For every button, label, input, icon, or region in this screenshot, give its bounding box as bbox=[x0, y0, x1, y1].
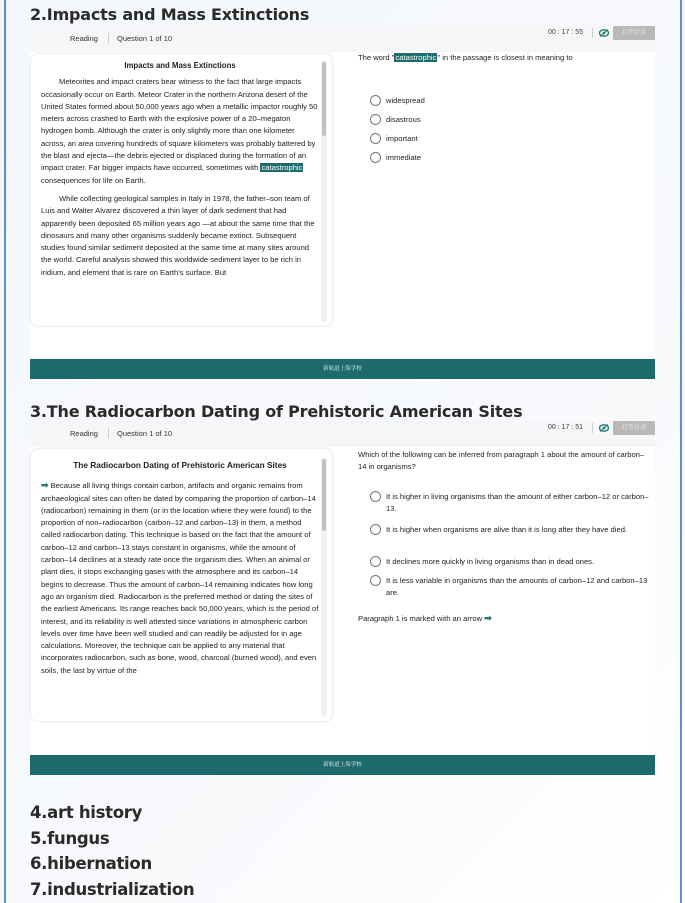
section-title: 3.The Radiocarbon Dating of Prehistoric American Sites bbox=[30, 402, 523, 421]
topic-item: 6.hibernation bbox=[30, 854, 152, 873]
answer-option[interactable]: disastrous bbox=[370, 114, 570, 126]
radio-button[interactable] bbox=[370, 133, 381, 144]
radio-button[interactable] bbox=[370, 491, 381, 502]
topic-list bbox=[30, 800, 194, 902]
open-toc-button[interactable]: 打开目录 bbox=[613, 26, 655, 40]
arrow-icon: ➡ bbox=[484, 613, 492, 623]
passage-title: The Radiocarbon Dating of Prehistoric American Sites bbox=[73, 460, 287, 470]
window-border-left bbox=[4, 0, 6, 903]
radio-button[interactable] bbox=[370, 524, 381, 535]
reading-label: Reading bbox=[70, 34, 98, 43]
radio-button[interactable] bbox=[370, 95, 381, 106]
scrollbar-thumb[interactable] bbox=[322, 459, 326, 531]
paragraph-note: Paragraph 1 is marked with an arrow ➡ bbox=[358, 613, 492, 623]
radio-button[interactable] bbox=[370, 556, 381, 567]
question-counter: Question 1 of 10 bbox=[117, 429, 173, 438]
radio-button[interactable] bbox=[370, 152, 381, 163]
toolbar bbox=[30, 421, 655, 447]
passage-title: Impacts and Mass Extinctions bbox=[124, 61, 236, 70]
topic-item: 5.fungus bbox=[30, 828, 110, 848]
answer-option[interactable]: It is higher when organisms are alive than it is long after they have died. bbox=[370, 524, 655, 548]
toefl-screen-impacts bbox=[30, 26, 655, 379]
answer-option[interactable]: It is higher in living organisms than the amount of either carbon–12 or carbon–13. bbox=[370, 491, 655, 515]
topic-item: 7.industrialization bbox=[30, 879, 195, 899]
answer-option[interactable]: immediate bbox=[370, 152, 570, 164]
divider bbox=[108, 428, 109, 438]
answer-option[interactable]: widespread bbox=[370, 95, 570, 107]
topic-item: 4.art history bbox=[30, 803, 143, 822]
toolbar bbox=[30, 26, 655, 52]
radio-button[interactable] bbox=[370, 114, 381, 125]
answer-option[interactable]: It declines more quickly in living organisms than in dead ones. bbox=[370, 556, 655, 568]
timer: 00 : 17 : 51 bbox=[547, 424, 583, 431]
passage-paragraph: Meteorites and impact craters bear witness to the fact that large impacts occasionally occur on Earth. Meteor Crater in the northern Arizona desert of the United States formed about 50,000 years ago when a metallic impactor roughly 50 meters across crashed to Earth with the explosive power of a 20–megaton hydrogen bomb. Although the crater is only slightly more than one kilometer across, an area covering hundreds of square kilometers was probably battered by the blast and ejecta—the debris ejected or displaced during the formation of an impact crater. Far bigger impacts have occurred, sometimes with catastrophic consequences for life on Earth. bbox=[41, 77, 318, 185]
toefl-screen-radiocarbon bbox=[30, 421, 655, 774]
radio-button[interactable] bbox=[370, 575, 381, 586]
question-prompt: The word "catastrophic" in the passage is closest in meaning to bbox=[358, 53, 573, 62]
divider bbox=[592, 28, 593, 38]
question-counter: Question 1 of 10 bbox=[117, 34, 173, 43]
answer-option[interactable]: important bbox=[370, 133, 570, 145]
footer-bar: 新航道上海学校 bbox=[30, 359, 655, 379]
question-prompt: Which of the following can be inferred from paragraph 1 about the amount of carbon–14 in organisms? bbox=[358, 450, 645, 471]
divider bbox=[108, 33, 109, 43]
passage-panel bbox=[30, 448, 333, 722]
scrollbar-thumb[interactable] bbox=[322, 62, 326, 136]
paragraph-arrow-icon: ➡ bbox=[41, 480, 49, 491]
passage-paragraph: ➡ Because all living things contain carbon, artifacts and organic remains from archaeological sites can often be dated by comparing the proportion of carbon–14 (radiocarbon) remaining in them (or in the location where they were found) to the proportion of non–radiocarbon (carbon–12 and carbon–13) in them, a method called radiocarbon dating. This technique is based on the fact that the amount of carbon–12 and carbon–13 stays constant in organisms, while the amount of carbon–14 declines at a steady rate once the organism dies. When an animal or plant dies, it stops exchanging gases with the atmosphere and its carbon–14 begins to decrease. Thus the amount of carbon–14 remaining indicates how long ago an organism died. Radiocarbon is the preferred method or dating the sites of the earliest Americans. Its range reaches back 50,000 years, which is the period of interest, and its reliability is well attested since variations in atmospheric carbon levels over time have been well studied and can readily be adjusted for in age calculations. Moreover, the technique can be applied to any material that incorporates radiocarbon, such as bone, wood, charcoal (burned wood), and even soils, the last by virtue of the bbox=[41, 480, 319, 675]
passage-paragraph: While collecting geological samples in Italy in 1978, the father–son team of Luis and Walter Alvarez discovered a thin layer of dark sediment that had apparently been deposited 65 million years ago —at about the same time that the dinosaurs and many other organisms suddenly became extinct. Subsequent studies found similar sediment deposited at the same time at many sites around the world. Careful analysis showed this worldwide sediment layer to be rich in iridium, and element that is rare on Earth’s surface. But bbox=[41, 193, 315, 277]
open-toc-button[interactable]: 打开目录 bbox=[613, 421, 655, 435]
answer-option[interactable]: It is less variable in organisms than the amounts of carbon–12 and carbon–13 are. bbox=[370, 575, 655, 599]
passage-panel bbox=[30, 53, 333, 327]
window-border-right bbox=[680, 0, 682, 903]
highlighted-word: catastrophic bbox=[395, 53, 437, 62]
divider bbox=[592, 423, 593, 433]
reading-label: Reading bbox=[70, 429, 98, 438]
timer: 00 : 17 : 55 bbox=[547, 29, 583, 36]
section-title: 2.Impacts and Mass Extinctions bbox=[30, 5, 310, 24]
highlighted-word: catastrophic bbox=[261, 163, 303, 173]
eye-toggle-icon[interactable] bbox=[599, 29, 609, 37]
footer-bar: 新航道上海学校 bbox=[30, 755, 655, 775]
eye-toggle-icon[interactable] bbox=[599, 424, 609, 432]
